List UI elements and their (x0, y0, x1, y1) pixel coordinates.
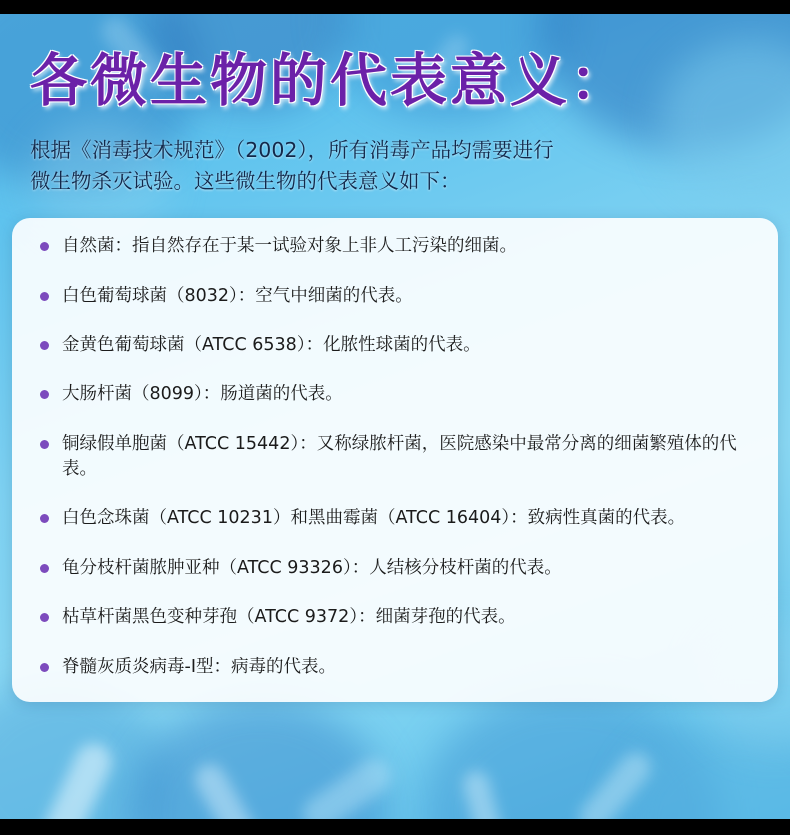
list-item-text: 自然菌：指自然存在于某一试验对象上非人工污染的细菌。 (62, 236, 517, 257)
list-item (26, 432, 764, 483)
bottom-black-bar (0, 819, 790, 835)
page-title: 各微生物的代表意义： (30, 48, 630, 114)
list-item (26, 605, 764, 630)
list-item-text: 白色葡萄球菌（8032）：空气中细菌的代表。 (62, 285, 413, 306)
bullet-icon (40, 514, 49, 523)
list-item-text: 枯草杆菌黑色变种芽孢（ATCC 9372）：细菌芽孢的代表。 (62, 607, 516, 628)
definitions-list (26, 234, 764, 680)
list-item-text: 铜绿假单胞菌（ATCC 15442）：又称绿脓杆菌，医院感染中最常分离的细菌繁殖体的代表。 (62, 433, 737, 480)
list-item (26, 284, 764, 309)
list-item-text: 白色念珠菌（ATCC 10231）和黑曲霉菌（ATCC 16404）：致病性真菌的代表。 (62, 508, 686, 529)
intro-line-2: 微生物杀灭试验。这些微生物的代表意义如下： (30, 169, 461, 194)
content-area (0, 14, 790, 819)
bullet-icon (40, 613, 49, 622)
intro-paragraph (30, 135, 762, 199)
list-item (26, 556, 764, 581)
bullet-icon (40, 341, 49, 350)
list-item (26, 333, 764, 358)
list-item-text: 金黄色葡萄球菌（ATCC 6538）：化脓性球菌的代表。 (62, 334, 481, 355)
list-item-text: 脊髓灰质炎病毒-I型：病毒的代表。 (62, 656, 336, 677)
bullet-icon (40, 663, 49, 672)
bullet-icon (40, 292, 49, 301)
list-item (26, 234, 764, 259)
bullet-icon (40, 242, 49, 251)
top-black-bar (0, 0, 790, 14)
list-item (26, 382, 764, 407)
definitions-card (12, 218, 778, 702)
bullet-icon (40, 440, 49, 449)
list-item-text: 大肠杆菌（8099）：肠道菌的代表。 (62, 384, 343, 405)
bullet-icon (40, 564, 49, 573)
list-item-text: 龟分枝杆菌脓肿亚种（ATCC 93326）：人结核分枝杆菌的代表。 (62, 557, 562, 578)
bullet-icon (40, 390, 49, 399)
intro-line-1: 根据《消毒技术规范》（2002），所有消毒产品均需要进行 (30, 137, 554, 162)
list-item (26, 655, 764, 680)
list-item (26, 506, 764, 531)
